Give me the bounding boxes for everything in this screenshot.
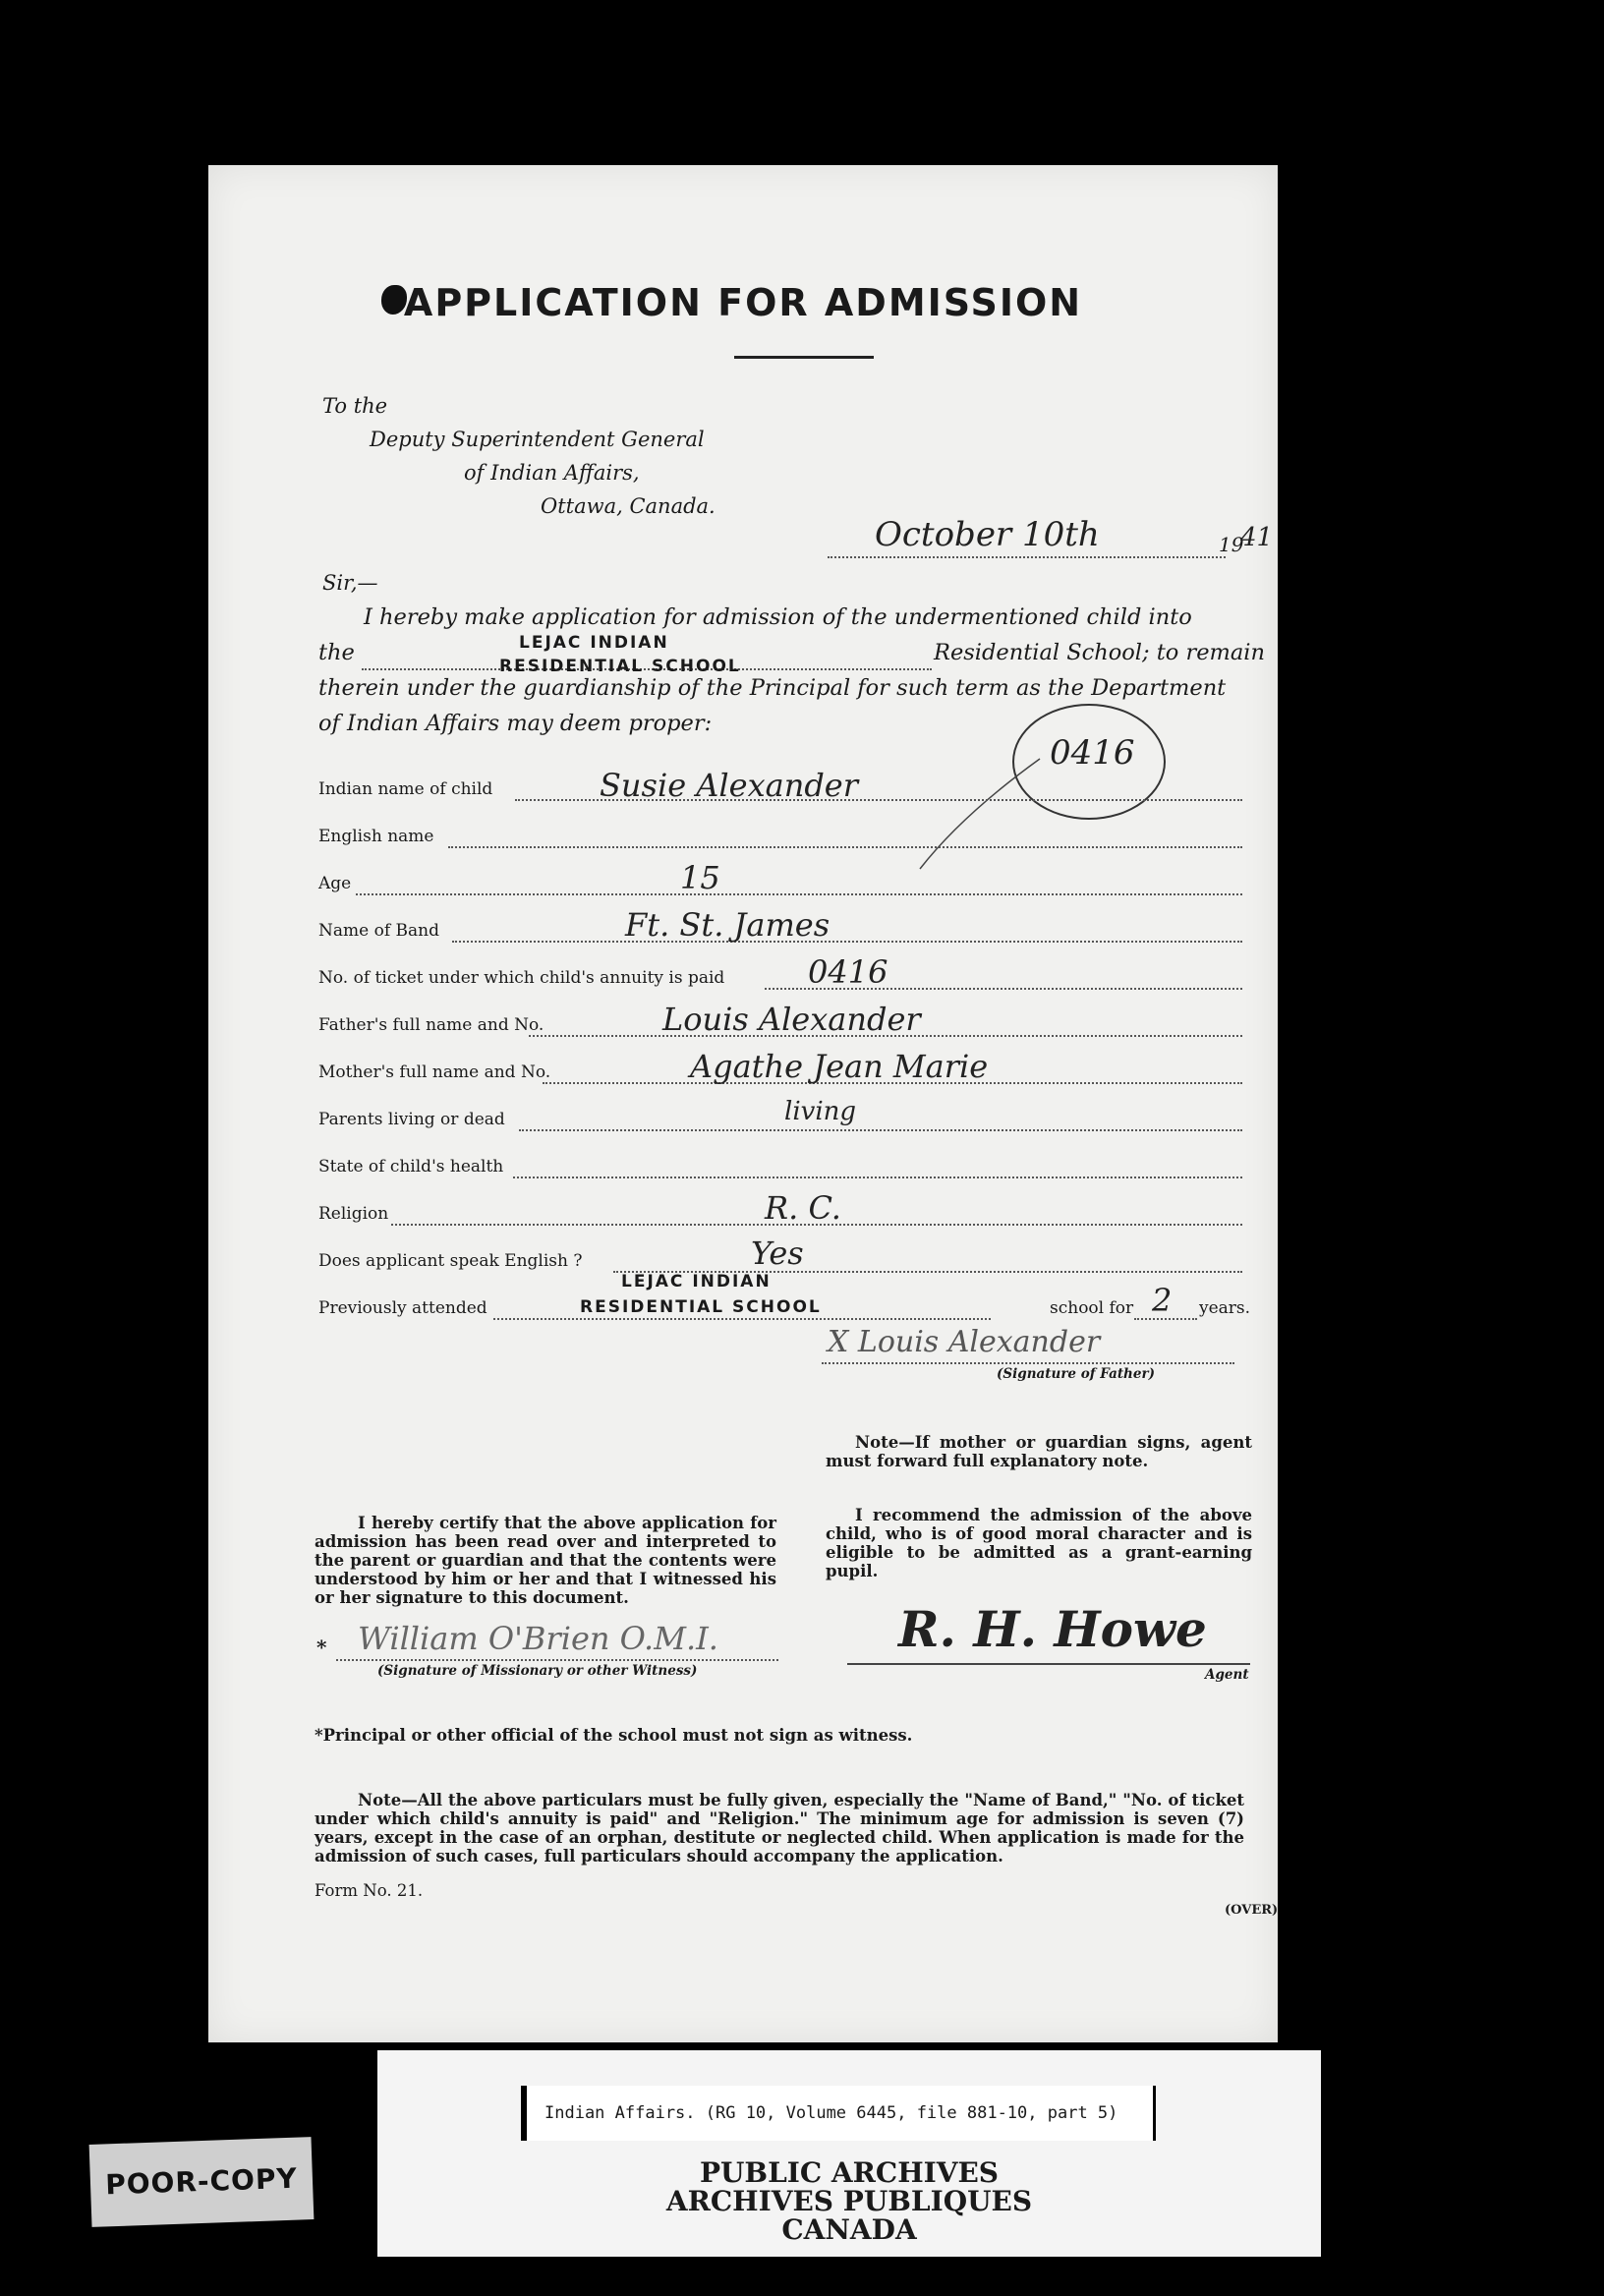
father-signature: X Louis Alexander [828,1325,1101,1359]
witness-caption: (Signature of Missionary or other Witness) [377,1663,698,1679]
field-label: Father's full name and No. [318,1015,544,1035]
address-deputy: Deputy Superintendent General [370,428,705,451]
agent-signature: R. H. Howe [898,1600,1207,1658]
field-dotline [452,941,1242,943]
field-label: Parents living or dead [318,1110,505,1129]
letter-line-1: I hereby make application for admission of the undermentioned child into [364,604,1192,630]
witness-signature: William O'Brien O.M.I. [358,1620,718,1657]
field-value: 15 [680,859,720,896]
agent-caption: Agent [1205,1667,1249,1683]
years-label: years. [1199,1298,1251,1318]
salutation: Sir,— [322,571,378,595]
letter-line-3: therein under the guardianship of the Principal for such term as the Department [318,675,1227,701]
poor-copy-stamp: POOR-COPY [89,2137,315,2227]
field-label: Previously attended [318,1298,487,1318]
witness-signature-line [336,1659,778,1661]
over-label: (OVER) [1225,1903,1279,1918]
letter-line-2-tail: Residential School; to remain [934,640,1265,665]
address-to: To the [322,394,388,418]
form-number: Form No. 21. [315,1881,424,1900]
form-title: APPLICATION FOR ADMISSION [403,281,1083,324]
address-ottawa: Ottawa, Canada. [541,494,716,518]
witness-star: * [316,1636,327,1659]
father-signature-line [822,1362,1234,1364]
recommend-text: I recommend the admission of the above child, who is of good moral character and is eligible to be admitted as a grant-earning pupil. [826,1506,1252,1580]
date-year-hand: 41 [1240,523,1274,552]
field-label: Religion [318,1204,389,1224]
date-handwritten: October 10th [875,515,1100,554]
agent-signature-line [847,1663,1250,1665]
field-label: Does applicant speak English ? [318,1251,583,1271]
archive-line-3: CANADA [781,2213,917,2246]
prev-school-stamp-line-2: RESIDENTIAL SCHOOL [580,1297,822,1317]
letter-line-4: of Indian Affairs may deem proper: [318,711,713,736]
field-value: Susie Alexander [600,767,859,804]
guardian-note: Note—If mother or guardian signs, agent must forward full explanatory note. [826,1433,1252,1470]
field-dotline [448,846,1242,848]
file-number-mark: 0416 [1050,733,1135,773]
school-stamp-line-1: LEJAC INDIAN [519,633,669,653]
field-value: 0416 [808,953,888,991]
application-form [208,165,1278,2042]
bottom-note: Note—All the above particulars must be fully given, especially the "Name of Band," "No. of ticket under which child's annuity is paid" and "Religion." The minimum age for admission is seven (7) years, except in the case of an orphan, destitute or neglected child. When application is made for the admission of such cases, full particulars should accompany the application. [315,1791,1244,1866]
field-value: Yes [751,1234,804,1272]
father-signature-caption: (Signature of Father) [997,1366,1155,1382]
principal-note: *Principal or other official of the school must not sign as witness. [315,1726,913,1745]
address-indian-affairs: of Indian Affairs, [464,461,640,485]
date-dotline [828,556,1226,558]
date-year-prefix: 19 [1219,533,1244,556]
field-label: Name of Band [318,921,439,941]
field-label: Age [318,874,352,893]
school-for-label: school for [1050,1298,1134,1318]
pen-stroke [916,755,1044,873]
field-label: English name [318,827,434,846]
field-value: living [784,1097,857,1126]
archive-reference: Indian Affairs. (RG 10, Volume 6445, file 881-10, part 5) [521,2086,1156,2141]
certify-text: I hereby certify that the above application for admission has been read over and interpreted to the parent or guardian and that the contents were understood by him or her and that I witnessed his or her signature to this document. [315,1514,776,1607]
field-value: Louis Alexander [662,1001,921,1038]
archive-line-1: PUBLIC ARCHIVES [699,2156,1000,2189]
field-dotline [356,893,1242,895]
years-value: 2 [1152,1282,1173,1319]
letter-the: the [318,640,355,665]
field-dotline [519,1129,1242,1131]
field-label: No. of ticket under which child's annuity is paid [318,968,725,988]
field-dotline [513,1177,1242,1178]
field-value: R. C. [765,1189,841,1227]
archive-line-2: ARCHIVES PUBLIQUES [665,2185,1033,2217]
archive-label-strip [377,2050,1321,2257]
field-value: Ft. St. James [625,906,831,944]
field-label: Indian name of child [318,779,493,799]
school-stamp-line-2: RESIDENTIAL SCHOOL [499,657,741,676]
field-label: Mother's full name and No. [318,1062,551,1082]
field-dotline [493,1318,991,1320]
field-value: Agathe Jean Marie [690,1048,989,1085]
prev-school-stamp-line-1: LEJAC INDIAN [621,1272,772,1292]
title-underline [734,356,874,359]
field-label: State of child's health [318,1157,504,1177]
